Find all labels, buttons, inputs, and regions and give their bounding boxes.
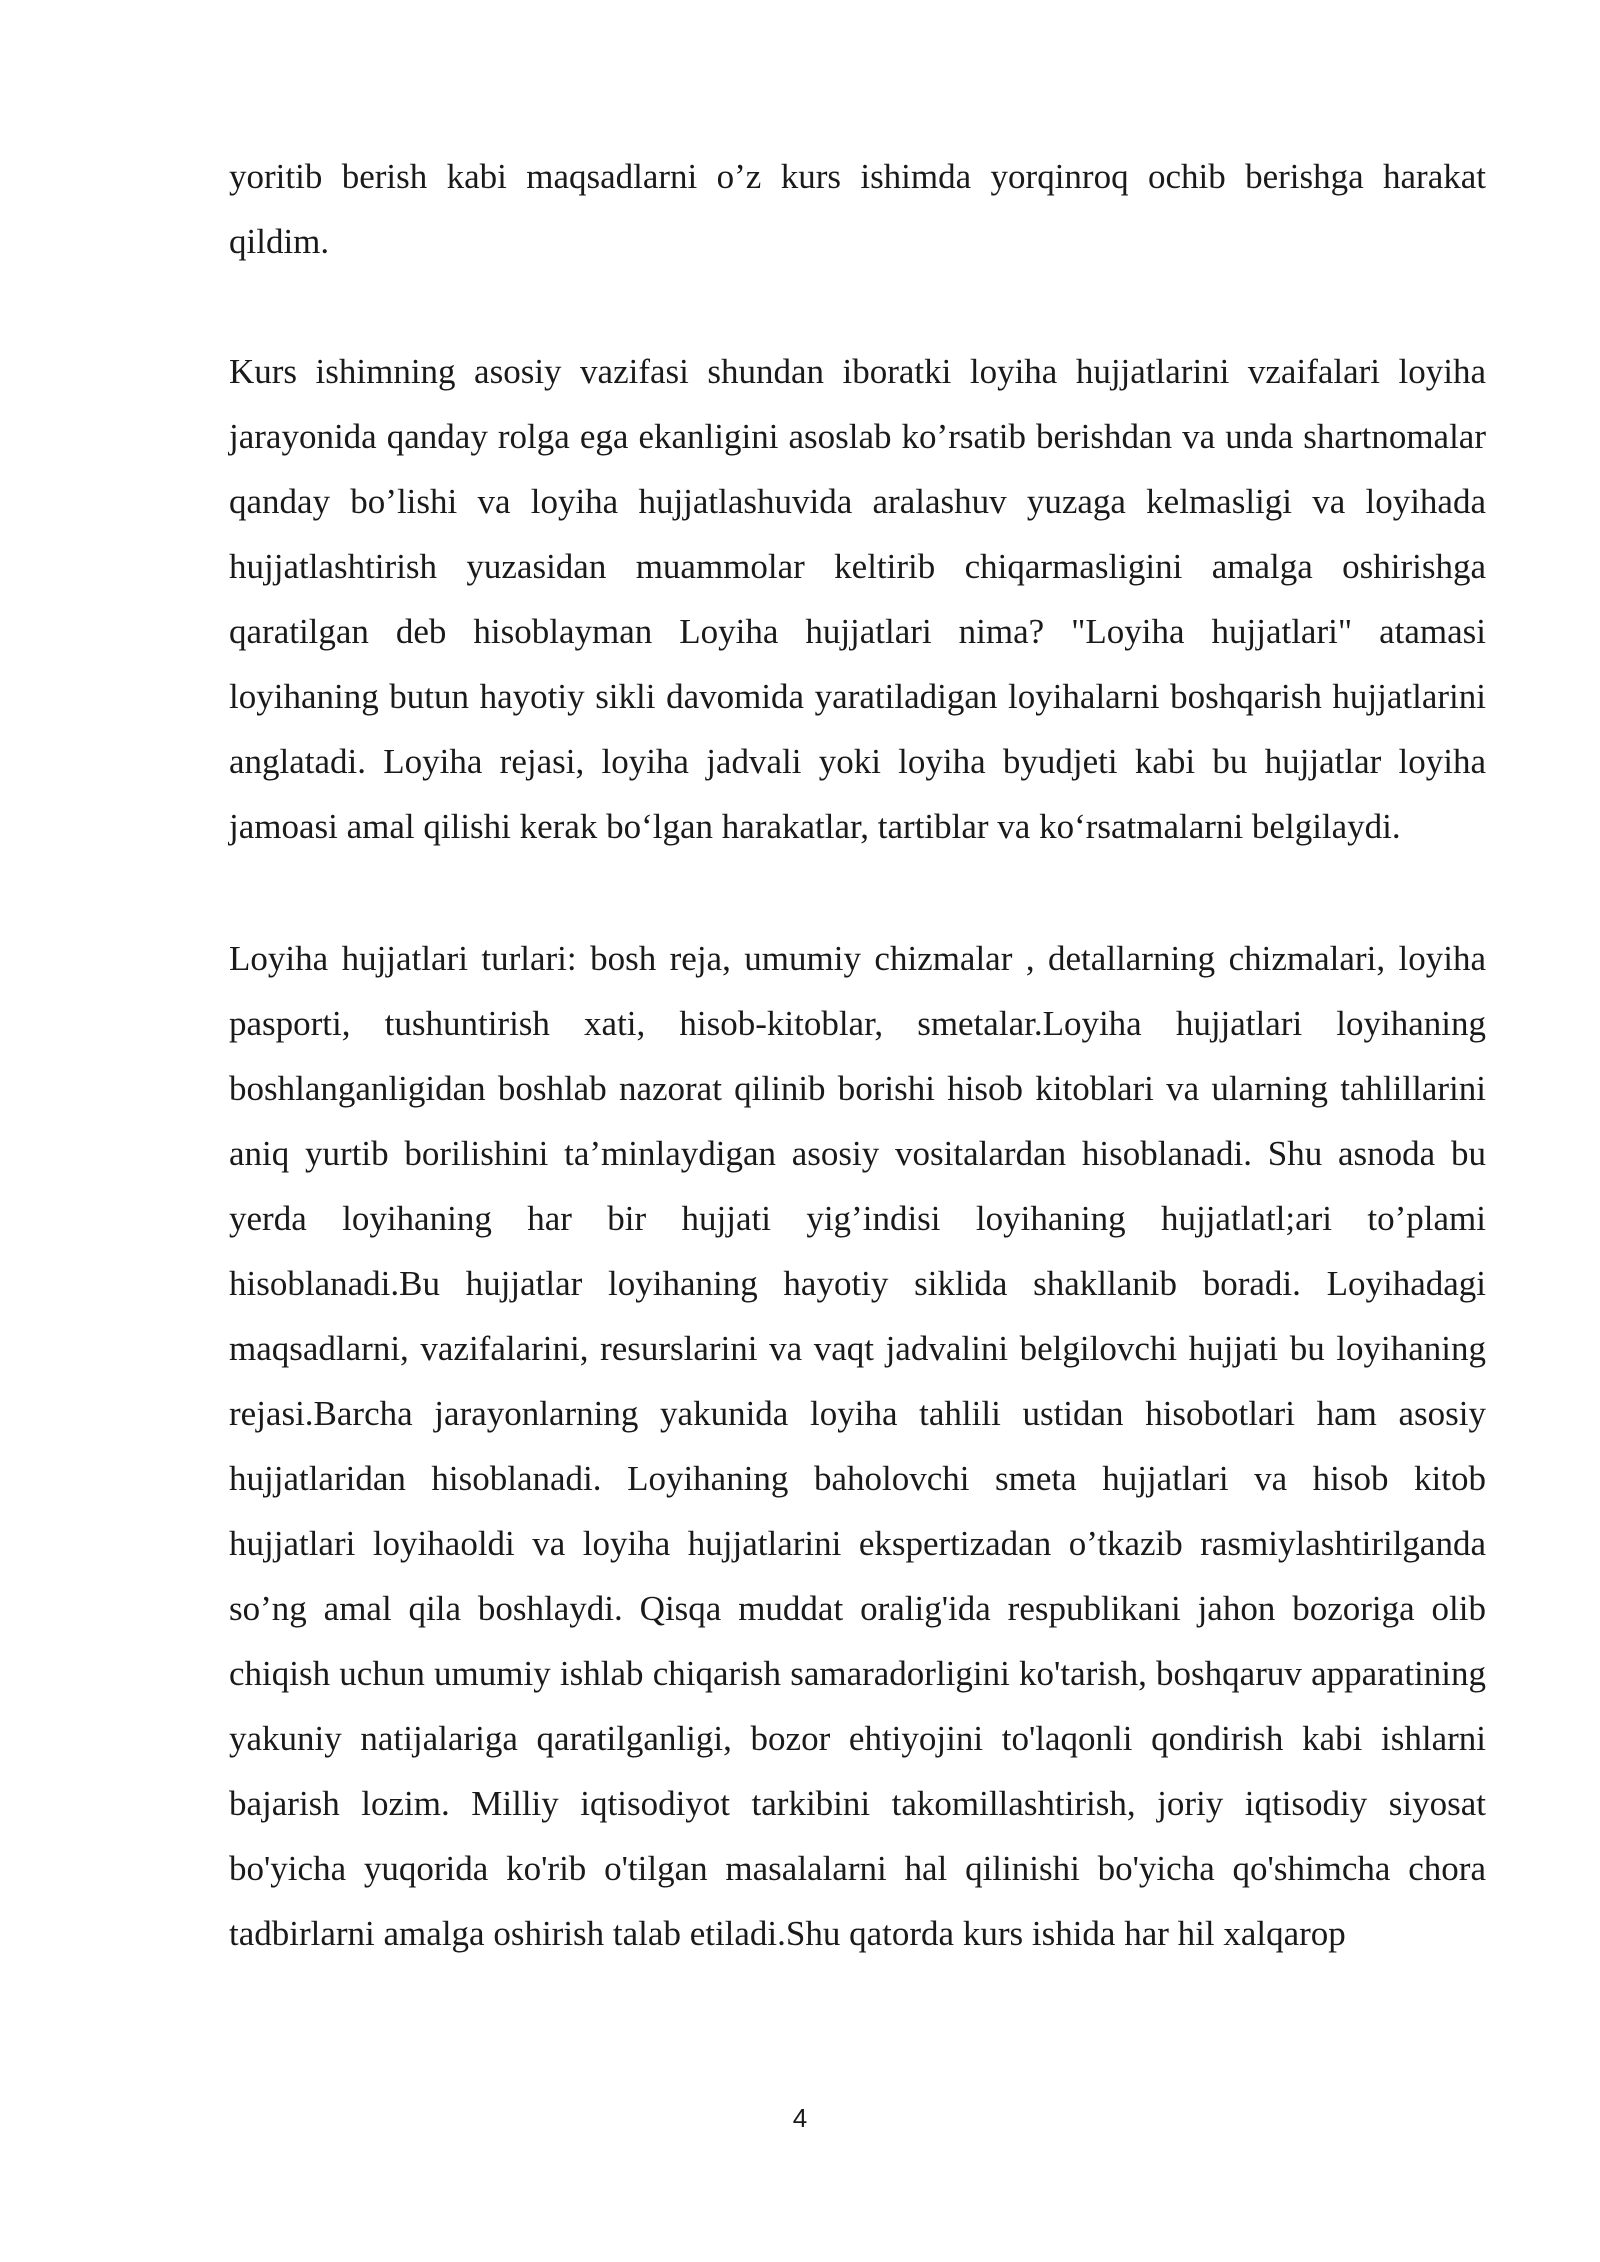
page-number: 4 xyxy=(792,2103,808,2133)
paragraph-intro-continuation: yoritib berish kabi maqsadlarni o’z kurs ishimda yorqinroq ochib berishga harakat qildim. xyxy=(229,157,1486,261)
paragraph-course-objectives: Kurs ishimning asosiy vazifasi shundan iboratki loyiha hujjatlarini vzaifalari loyiha jarayonida qanday rolga ega ekanligini asoslab ko’rsatib berishdan va unda shartnomalar qanday bo’lishi va loyiha hujjatlashuvida aralashuv yuzaga kelmasligi va loyihada hujjatlashtirish yuzasidan muammolar keltirib chiqarmasligini amalga oshirishga qaratilgan deb hisoblayman Loyiha hujjatlari nima? "Loyiha hujjatlari" atamasi loyihaning butun hayotiy sikli davomida yaratiladigan loyihalarni boshqarish hujjatlarini anglatadi. Loyiha rejasi, loyiha jadvali yoki loyiha byudjeti kabi bu hujjatlar loyiha jamoasi amal qilishi kerak bo‘lgan harakatlar, tartiblar va ko‘rsatmalarni belgilaydi. xyxy=(229,352,1486,846)
paragraph-document-types: Loyiha hujjatlari turlari: bosh reja, umumiy chizmalar , detallarning chizmalari, loyiha pasporti, tushuntirish xati, hisob-kitoblar, smetalar.Loyiha hujjatlari loyihaning boshlanganligidan boshlab nazorat qilinib borishi hisob kitoblari va ularning tahlillarini aniq yurtib borilishini ta’minlaydigan asosiy vositalardan hisoblanadi. Shu asnoda bu yerda loyihaning har bir hujjati yig’indisi loyihaning hujjatlatl;ari to’plami hisoblanadi.Bu hujjatlar loyihaning hayotiy siklida shakllanib boradi. Loyihadagi maqsadlarni, vazifalarini, resurslarini va vaqt jadvalini belgilovchi hujjati bu loyihaning rejasi.Barcha jarayonlarning yakunida loyiha tahlili ustidan hisobotlari ham asosiy hujjatlaridan hisoblanadi. Loyihaning baholovchi smeta hujjatlari va hisob kitob hujjatlari loyihaoldi va loyiha hujjatlarini ekspertizadan o’tkazib rasmiylashtirilganda so’ng amal qila boshlaydi. Qisqa muddat oralig'ida respublikani jahon bozoriga olib chiqish uchun umumiy ishlab chiqarish samaradorligini ko'tarish, boshqaruv apparatining yakuniy natijalariga qaratilganligi, bozor ehtiyojini to'laqonli qondirish kabi ishlarni bajarish lozim. Milliy iqtisodiyot tarkibini takomillashtirish, joriy iqtisodiy siyosat bo'yicha yuqorida ko'rib o'tilgan masalalarni hal qilinishi bo'yicha qo'shimcha chora tadbirlarni amalga oshirish talab etiladi.Shu qatorda kurs ishida har hil xalqarop xyxy=(229,939,1486,1953)
